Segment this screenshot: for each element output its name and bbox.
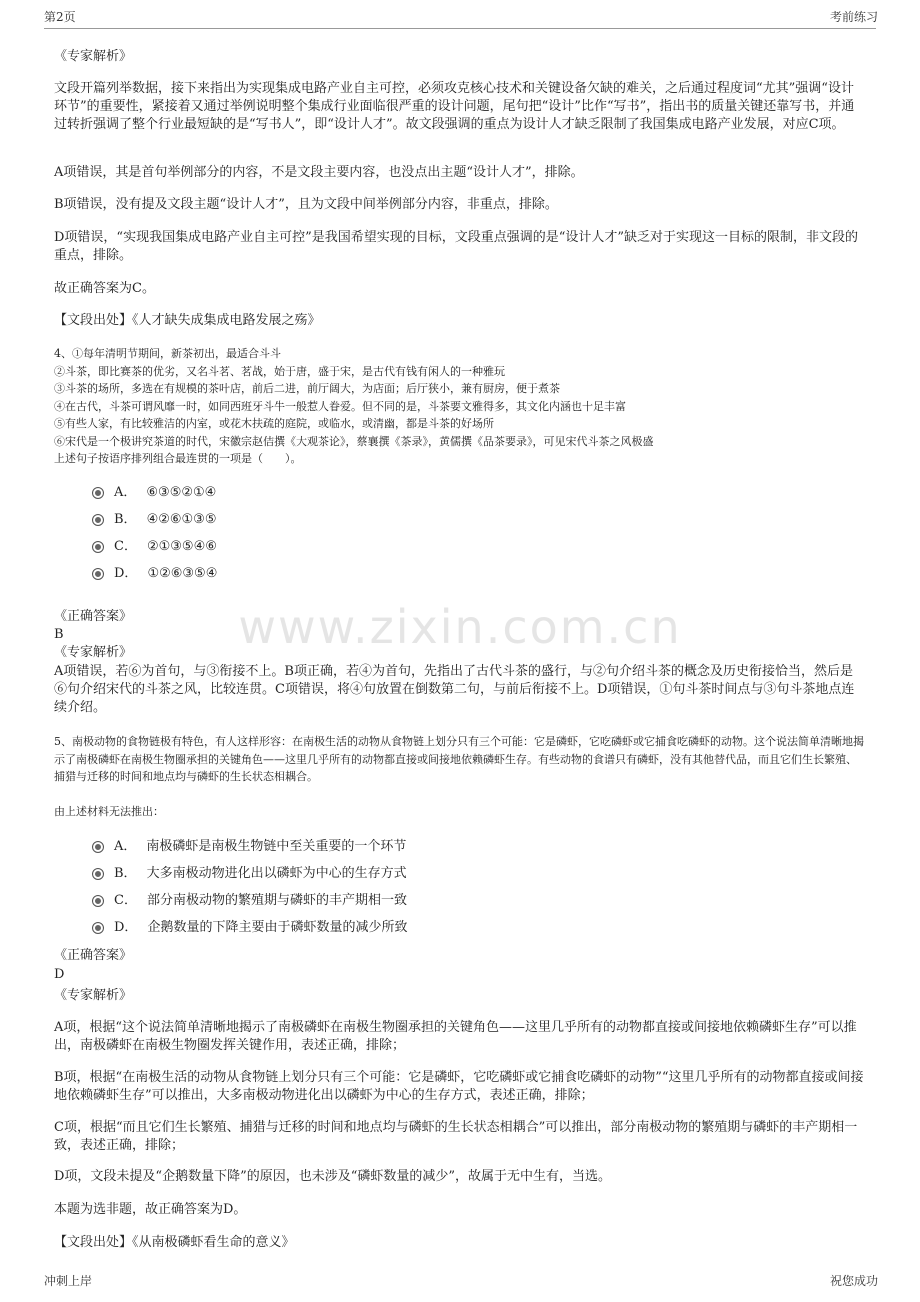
footer-right-text: 祝您成功	[829, 1274, 878, 1288]
radio-icon[interactable]	[92, 922, 104, 934]
radio-icon[interactable]	[92, 541, 104, 553]
q4-answer-heading: 《正确答案》	[54, 609, 133, 624]
q5-analysis-a: A项，根据“这个说法简单清晰地揭示了南极磷虾在南极生物圈承担的关键角色——这里几乎所有的动物都直接或间接地依赖磷虾生存”可以推出，南极磷虾在南极生物圈发挥关键作用，表述正确，排除；	[54, 1020, 857, 1053]
page-number: 第2页	[44, 10, 76, 24]
q5-source: 【文段出处】《从南极磷虾看生命的意义》	[54, 1235, 295, 1250]
q5-analysis-c: C项，根据“而且它们生长繁殖、捕猎与迁移的时间和地点均与磷虾的生长状态相耦合”可以推出，部分南极动物的繁殖期与磷虾的丰产期相一致，表述正确，排除；	[54, 1120, 858, 1153]
header-divider	[44, 28, 876, 29]
q5-option-a[interactable]: A． 南极磷虾是南极生物链中至关重要的一个环节	[92, 838, 406, 856]
q4-option-a[interactable]: A． ⑥③⑤②①④	[92, 484, 216, 502]
q4-line-5: ⑤有些人家，有比较雅洁的内室，或花木扶疏的庭院，或临水，或清幽，都是斗茶的好场所	[54, 417, 494, 430]
page-header	[0, 8, 920, 28]
q3-analysis-p3: B项错误，没有提及文段主题“设计人才”，且为文段中间举例部分内容，非重点，排除。	[54, 197, 558, 212]
q4-analysis-heading: 《专家解析》	[54, 645, 133, 660]
q4-line-3: ③斗茶的场所，多选在有规模的茶叶店，前后二进，前厅阔大，为店面；后厅狭小，兼有厨房，便于煮茶	[54, 382, 560, 395]
q4-option-d[interactable]: D． ①②⑥③⑤④	[92, 565, 217, 583]
radio-icon[interactable]	[92, 868, 104, 880]
q5-option-d[interactable]: D． 企鹅数量的下降主要由于磷虾数量的减少所致	[92, 919, 407, 937]
radio-icon[interactable]	[92, 568, 104, 580]
q5-analysis-heading: 《专家解析》	[54, 988, 133, 1003]
q4-line-6: ⑥宋代是一个极讲究茶道的时代，宋徽宗赵佶撰《大观茶论》，蔡襄撰《茶录》，黄儒撰《品茶要录》，可见宋代斗茶之风极盛	[54, 435, 654, 448]
footer-left-text: 冲刺上岸	[44, 1274, 93, 1288]
q4-prompt: 上述句子按语序排列组合最连贯的一项是（ ）。	[54, 452, 302, 465]
radio-icon[interactable]	[92, 895, 104, 907]
q5-analysis-d: D项，文段未提及“企鹅数量下降”的原因，也未涉及“磷虾数量的减少”，故属于无中生有，当选。	[54, 1169, 612, 1184]
q4-option-b[interactable]: B． ④②⑥①③⑤	[92, 511, 217, 529]
q3-analysis-p2: A项错误，其是首句举例部分的内容，不是文段主要内容，也没点出主题“设计人才”，排除。	[54, 165, 584, 180]
q4-line-2: ②斗茶，即比赛茶的优劣，又名斗茗、茗战，始于唐，盛于宋，是古代有钱有闲人的一种雅玩	[54, 365, 505, 378]
q4-line-1: 4、①每年清明节期间，新茶初出，最适合斗斗	[54, 347, 281, 360]
q5-stem: 5、南极动物的食物链极有特色，有人这样形容：在南极生活的动物从食物链上划分只有三个可能：它是磷虾，它吃磷虾或它捕食吃磷虾的动物。这个说法简单清晰地揭示了南极磷虾在南极生物圈承担的关键角色——这里几乎所有的动物都直接或间接地依赖磷虾生存。有些动物的食谱只有磷虾，没有其他替代品，而且它们生长繁殖、捕猎与迁移的时间和地点均与磷虾的生长状态相耦合。	[54, 735, 864, 783]
q5-answer-heading: 《正确答案》	[54, 948, 133, 963]
radio-icon[interactable]	[92, 841, 104, 853]
q3-analysis-heading: 《专家解析》	[54, 49, 133, 64]
header-title: 考前练习	[829, 10, 878, 24]
q5-answer: D	[54, 967, 65, 982]
page-footer	[0, 1272, 920, 1292]
radio-icon[interactable]	[92, 487, 104, 499]
watermark: www.zixin.com.cn	[238, 600, 682, 654]
q4-line-4: ④在古代，斗茶可谓风靡一时，如同西班牙斗牛一般惹人眷爱。但不同的是，斗茶要文雅得多，其文化内涵也十足丰富	[54, 400, 626, 413]
q4-analysis: A项错误，若⑥为首句，与③衔接不上。B项正确，若④为首句，先指出了古代斗茶的盛行，与②句介绍斗茶的概念及历史衔接恰当，然后是⑥句介绍宋代的斗茶之风，比较连贯。C项错误，将④句放置在倒数第二句，与前后衔接不上。D项错误，①句斗茶时间点与③句斗茶地点连续介绍。	[54, 664, 855, 715]
q4-option-c[interactable]: C． ②①③⑤④⑥	[92, 538, 217, 556]
q5-analysis-b: B项，根据“在南极生活的动物从食物链上划分只有三个可能：它是磷虾，它吃磷虾或它捕食吃磷虾的动物”“这里几乎所有的动物都直接或间接地依赖磷虾生存”可以推出，大多南极动物进化出以磷虾为中心的生存方式，表述正确，排除；	[54, 1070, 864, 1103]
q3-analysis-p1: 文段开篇列举数据，接下来指出为实现集成电路产业自主可控，必须攻克核心技术和关键设备欠缺的难关，之后通过程度词“尤其”强调“设计环节”的重要性，紧接着又通过举例说明整个集成行业面临很严重的设计问题，尾句把“设计”比作“写书”，指出书的质量关键还靠写书，并通过转折强调了整个行业最短缺的是“写书人”，即“设计人才”。故文段强调的重点为设计人才缺乏限制了我国集成电路产业发展，对应C项。	[54, 81, 855, 132]
q5-option-b[interactable]: B． 大多南极动物进化出以磷虾为中心的生存方式	[92, 865, 407, 883]
q5-option-c[interactable]: C． 部分南极动物的繁殖期与磷虾的丰产期相一致	[92, 892, 407, 910]
q5-prompt: 由上述材料无法推出：	[54, 805, 164, 818]
q3-conclusion: 故正确答案为C。	[54, 281, 155, 296]
radio-icon[interactable]	[92, 514, 104, 526]
q5-conclusion: 本题为选非题，故正确答案为D。	[54, 1202, 247, 1217]
q3-source: 【文段出处】《人才缺失成集成电路发展之殇》	[54, 313, 321, 328]
q4-answer: B	[54, 627, 64, 642]
q3-analysis-p4: D项错误，“实现我国集成电路产业自主可控”是我国希望实现的目标，文段重点强调的是“设计人才”缺乏对于实现这一目标的限制，非文段的重点，排除。	[54, 230, 859, 263]
